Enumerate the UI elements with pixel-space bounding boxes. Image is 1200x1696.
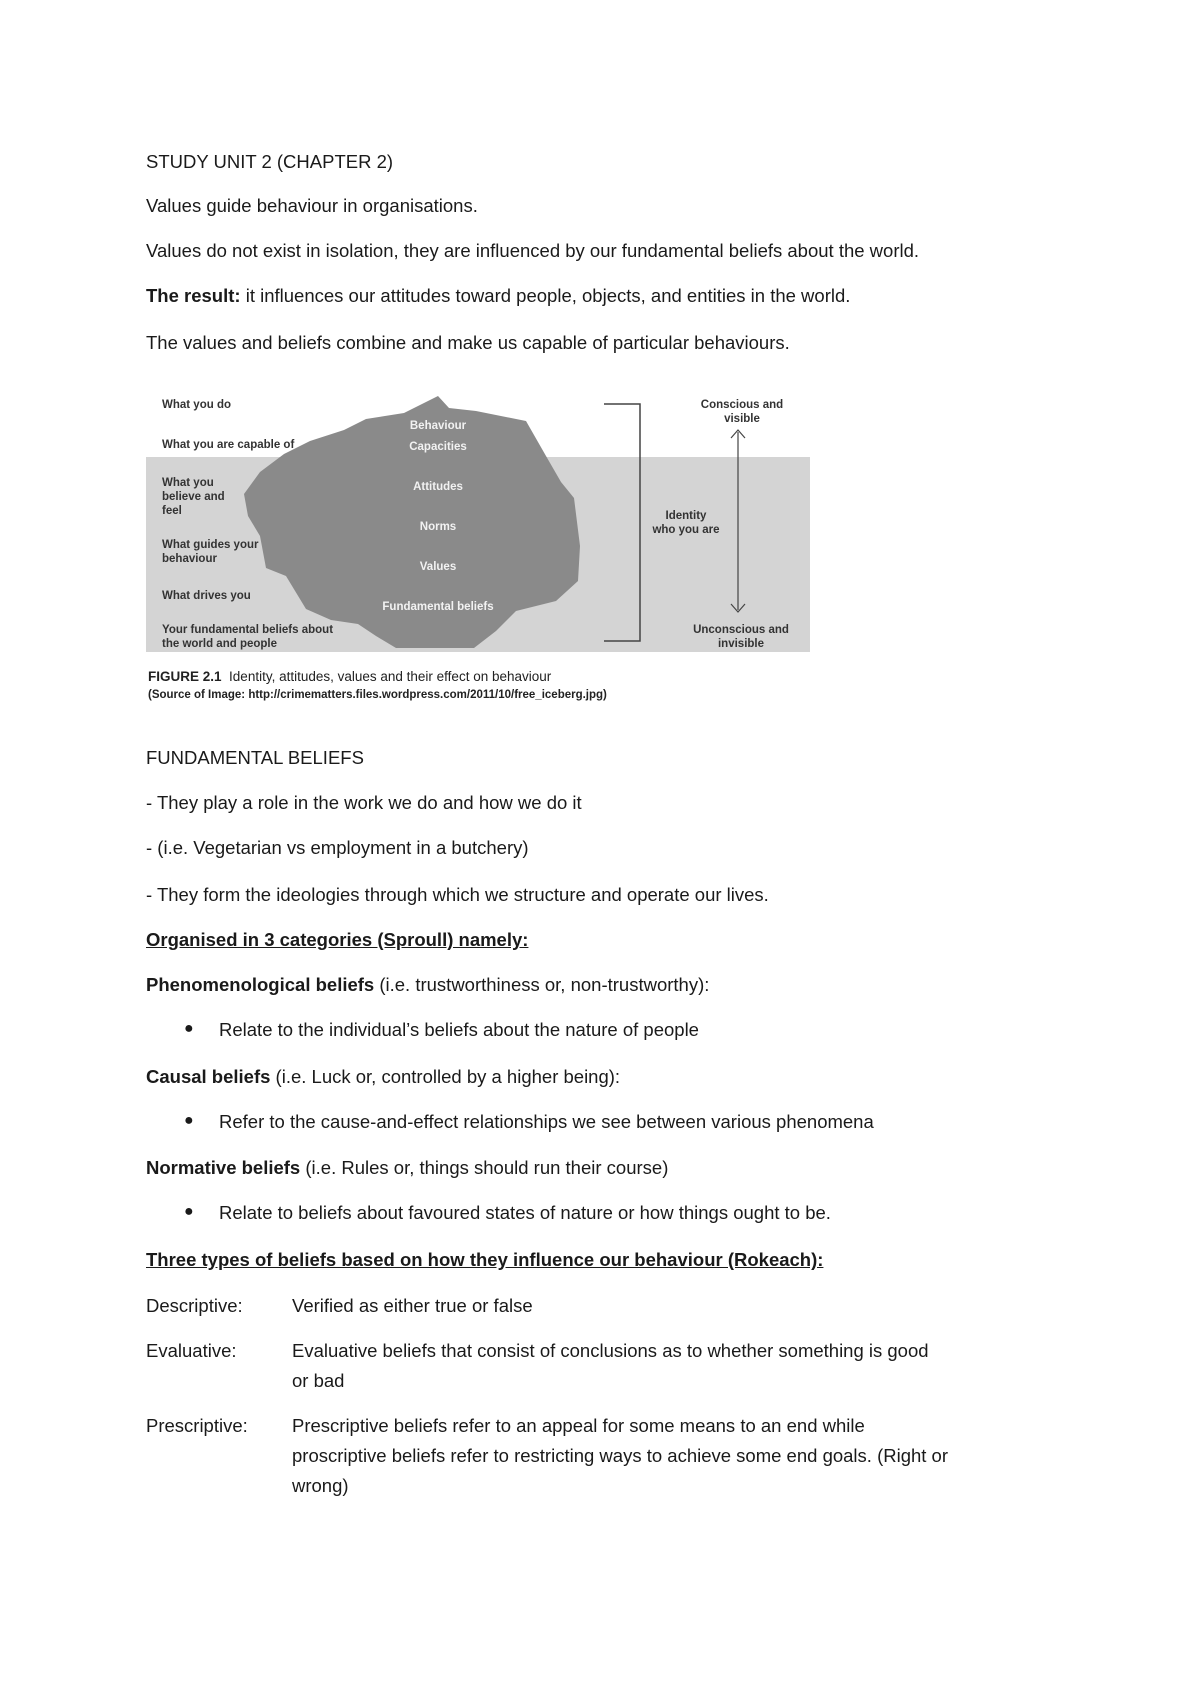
left-label-drives: What drives you: [162, 590, 251, 602]
rokeach-def-descriptive: Verified as either true or false: [292, 1295, 533, 1316]
figure-caption: [148, 669, 551, 684]
sproull-item-3: [146, 1156, 668, 1180]
fundamental-title: FUNDAMENTAL BELIEFS: [146, 747, 364, 768]
sproull-title: Organised in 3 categories (Sproull) namely:: [146, 929, 529, 950]
figure-number: FIGURE 2.1: [148, 669, 222, 684]
bullet-dot: ●: [184, 1020, 194, 1037]
center-label-behaviour: Behaviour: [409, 420, 467, 432]
page-heading: STUDY UNIT 2 (CHAPTER 2): [146, 151, 394, 172]
sproull-item-2-label: Causal beliefs: [146, 1066, 271, 1087]
iceberg-figure: [146, 386, 816, 706]
bullet-dot: ●: [184, 1203, 194, 1220]
figure-source: (Source of Image: http://crimematters.files.wordpress.com/2011/10/free_iceberg.jpg): [148, 689, 607, 701]
intro-line-1: Values guide behaviour in organisations.: [146, 195, 478, 216]
rokeach-term-evaluative: Evaluative:: [146, 1340, 237, 1361]
fundamental-point-1: - They play a role in the work we do and how we do it: [146, 792, 582, 813]
right-label-who-you-are: who you are: [652, 524, 720, 536]
rokeach-def-prescriptive: Prescriptive beliefs refer to an appeal for some means to an end while proscriptive beliefs refer to restricting ways to achieve some end goals. (Right or wrong): [292, 1415, 949, 1496]
right-label-identity: Identity: [665, 510, 707, 522]
result-label: The result:: [146, 285, 241, 306]
rokeach-term-descriptive: Descriptive:: [146, 1295, 243, 1316]
right-label-unconscious: Unconscious and invisible: [693, 624, 789, 650]
left-label-capable: What you are capable of: [162, 439, 295, 451]
rokeach-def-evaluative: Evaluative beliefs that consist of conclusions as to whether something is good or bad: [292, 1340, 929, 1391]
intro-line-2: Values do not exist in isolation, they are influenced by our fundamental beliefs about the world.: [146, 240, 920, 261]
left-label-believe: What you believe and feel: [162, 477, 225, 517]
rokeach-title: Three types of beliefs based on how they influence our behaviour (Rokeach):: [146, 1249, 824, 1270]
bullet-dot: ●: [184, 1112, 194, 1129]
rokeach-term-prescriptive: Prescriptive:: [146, 1415, 248, 1436]
left-label-do: What you do: [162, 399, 231, 411]
sproull-item-2-example: (i.e. Luck or, controlled by a higher being):: [270, 1066, 621, 1087]
sproull-item-1-example: (i.e. trustworthiness or, non-trustworthy):: [374, 974, 710, 995]
sproull-item-1-label: Phenomenological beliefs: [146, 974, 375, 995]
center-label-norms: Norms: [419, 521, 457, 533]
sproull-item-1: [146, 973, 709, 997]
right-label-conscious: Conscious and visible: [700, 399, 784, 425]
figure-caption-text: Identity, attitudes, values and their effect on behaviour: [229, 669, 552, 684]
sproull-item-1-bullet: Relate to the individual’s beliefs about the nature of people: [219, 1019, 699, 1040]
sproull-item-3-example: (i.e. Rules or, things should run their course): [300, 1157, 669, 1178]
sproull-item-3-label: Normative beliefs: [146, 1157, 301, 1178]
sproull-item-3-bullet: Relate to beliefs about favoured states of nature or how things ought to be.: [219, 1202, 831, 1223]
center-label-fundamental-beliefs: Fundamental beliefs: [382, 601, 494, 613]
result-paragraph: [146, 284, 850, 308]
sproull-item-2: [146, 1065, 620, 1089]
left-label-guides: What guides your behaviour: [162, 539, 259, 565]
center-label-values: Values: [419, 561, 457, 573]
center-label-attitudes: Attitudes: [413, 481, 463, 493]
left-label-fundamental: Your fundamental beliefs about the world and people: [162, 624, 334, 650]
center-label-capacities: Capacities: [409, 441, 467, 453]
sproull-item-2-bullet: Refer to the cause-and-effect relationships we see between various phenomena: [219, 1111, 874, 1132]
result-text: it influences our attitudes toward people, objects, and entities in the world.: [240, 285, 851, 306]
fundamental-point-3: - They form the ideologies through which we structure and operate our lives.: [146, 884, 769, 905]
fundamental-point-2: - (i.e. Vegetarian vs employment in a butchery): [146, 837, 529, 858]
intro-line-4: The values and beliefs combine and make us capable of particular behaviours.: [146, 332, 790, 353]
